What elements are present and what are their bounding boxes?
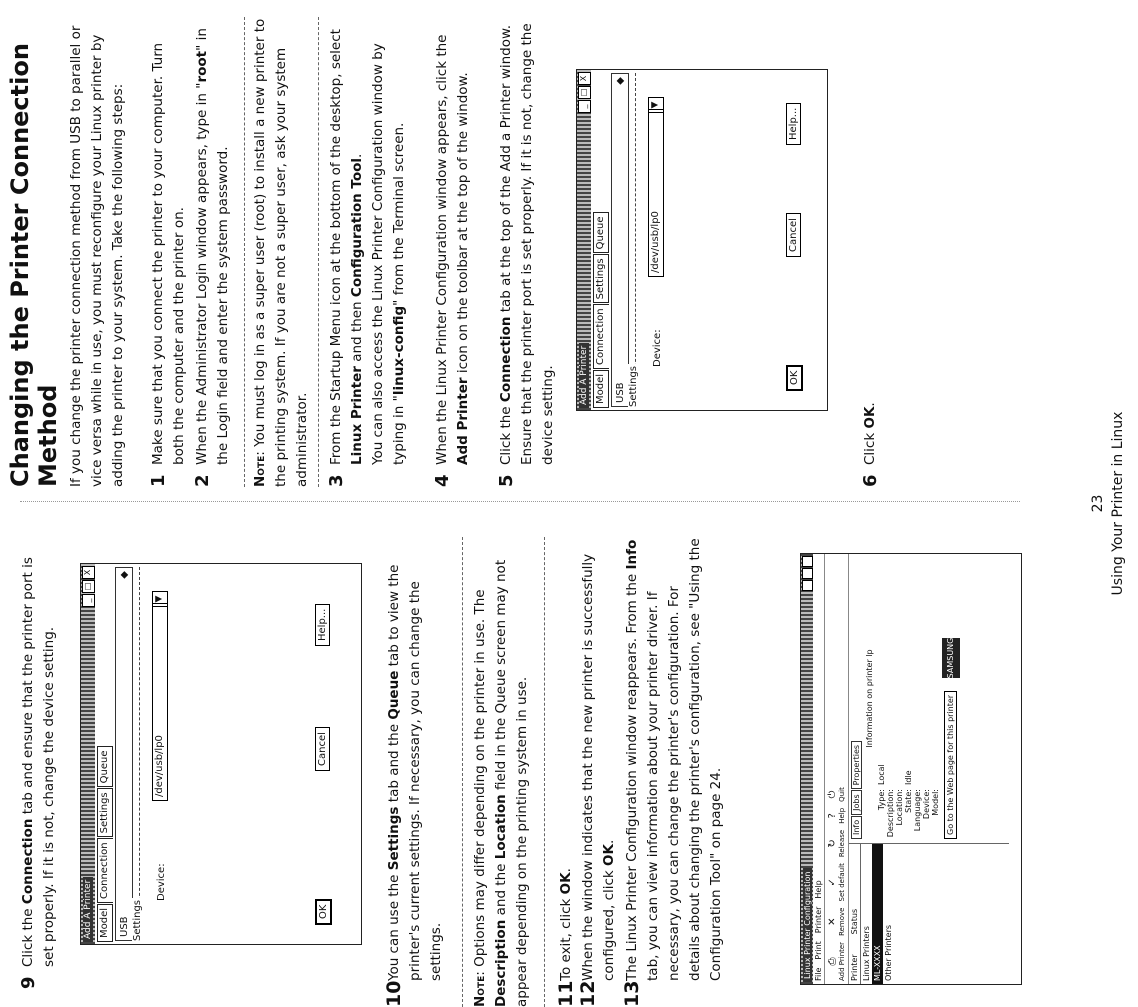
step-number: 6 bbox=[860, 474, 881, 487]
settings-group bbox=[132, 567, 360, 941]
lpc-menubar bbox=[813, 554, 825, 984]
section-heading: Changing the Printer Connection Method bbox=[6, 43, 62, 487]
tab-settings[interactable]: Settings bbox=[97, 788, 113, 837]
column-printer[interactable]: Printer bbox=[850, 954, 859, 981]
info-row: Language: bbox=[913, 789, 922, 832]
tab-model[interactable]: Model bbox=[593, 370, 609, 408]
dialog-titlebar bbox=[577, 70, 591, 410]
note-right: Note: You must log in as a super user (root) to install a new printer to the printing system. If you are not a super user, ask your system administrator. bbox=[252, 18, 310, 487]
minimize-button[interactable]: _ bbox=[82, 594, 95, 607]
maximize-button[interactable]: □ bbox=[578, 86, 591, 99]
info-row: Location: bbox=[895, 789, 904, 826]
left-column bbox=[0, 517, 1138, 1007]
connection-type-value: USB bbox=[118, 916, 130, 937]
printer-list-header bbox=[849, 844, 861, 984]
samsung-logo: SAMSUNG bbox=[942, 638, 960, 678]
menu-file[interactable]: File bbox=[814, 967, 823, 981]
device-input[interactable]: /dev/usb/lp0 bbox=[152, 603, 168, 801]
tab-model[interactable]: Model bbox=[97, 904, 113, 942]
printer-list bbox=[849, 843, 1009, 984]
quit-icon: ⏻ bbox=[827, 790, 838, 799]
remove-button[interactable]: ✕ Remove bbox=[827, 907, 846, 936]
right-column bbox=[0, 0, 1138, 487]
step-number: 10 bbox=[383, 980, 405, 1007]
updown-arrow-icon: ◆ bbox=[614, 77, 626, 85]
quit-button[interactable]: ⏻ Quit bbox=[827, 787, 846, 802]
printer-group[interactable]: Other Printers bbox=[884, 924, 893, 981]
column-divider bbox=[20, 501, 1020, 502]
step-2 bbox=[192, 17, 234, 487]
cancel-button[interactable]: Cancel bbox=[786, 213, 801, 257]
device-dropdown-button[interactable]: ▼ bbox=[648, 97, 664, 113]
step-13 bbox=[622, 537, 727, 1007]
step-number: 3 bbox=[326, 474, 347, 487]
step-number: 11 bbox=[555, 980, 577, 1007]
note-divider-bottom bbox=[544, 537, 545, 1007]
menu-print[interactable]: Print bbox=[814, 941, 823, 960]
updown-arrow-icon: ◆ bbox=[118, 571, 130, 579]
ok-button[interactable]: OK bbox=[315, 899, 332, 925]
step-number: 12 bbox=[577, 980, 599, 1007]
step-text: Click the Connection tab at the top of the Add a Printer window. Ensure that the printer port is set properly. If it is not, change the device setting. bbox=[498, 23, 556, 465]
tab-queue[interactable]: Queue bbox=[97, 747, 113, 788]
remove-icon: ✕ bbox=[827, 917, 838, 926]
help-button[interactable]: ? Help bbox=[827, 807, 846, 824]
info-row: Model: bbox=[931, 789, 940, 816]
step-number: 2 bbox=[192, 474, 213, 487]
close-button[interactable]: X bbox=[578, 72, 591, 85]
step-number: 13 bbox=[621, 980, 643, 1007]
printer-item-selected[interactable]: ML-XXXX bbox=[872, 844, 883, 984]
linux-printer-configuration-window bbox=[800, 553, 1022, 985]
step-6 bbox=[860, 17, 881, 487]
help-button[interactable]: Help... bbox=[786, 103, 801, 145]
printer-group[interactable]: Linux Printers bbox=[862, 926, 871, 981]
step-text: When the Linux Printer Configuration window appears, click the Add Printer icon on the toolbar at the top of the window. bbox=[434, 34, 471, 465]
lpc-body bbox=[849, 554, 1009, 984]
step-number: 1 bbox=[148, 474, 169, 487]
step-number: 9 bbox=[18, 976, 39, 989]
step-text: Click the Connection tab and ensure that the printer port is set properly. If it is not, change the device setting. bbox=[20, 557, 57, 967]
page-number: 23 bbox=[1090, 494, 1106, 513]
lpc-titlebar bbox=[801, 554, 813, 984]
add-printer-icon: ⎙ bbox=[827, 957, 838, 966]
dialog-title: Add A Printer bbox=[579, 343, 589, 408]
minimize-button[interactable]: _ bbox=[578, 100, 591, 113]
note-divider-top bbox=[244, 17, 245, 487]
dialog-tabs bbox=[591, 70, 609, 410]
column-status[interactable]: Status bbox=[850, 908, 859, 935]
set-default-icon: ✓ bbox=[827, 878, 838, 887]
tab-queue[interactable]: Queue bbox=[593, 213, 609, 254]
connection-type-select[interactable] bbox=[611, 73, 629, 407]
info-tabs bbox=[851, 558, 862, 839]
tab-connection[interactable]: Connection bbox=[593, 304, 609, 369]
step-text: When the window indicates that the new printer is successfully configured, click OK. bbox=[580, 553, 617, 981]
dialog-titlebar bbox=[81, 564, 95, 944]
connection-type-select[interactable] bbox=[115, 567, 133, 941]
tab-info[interactable]: Info bbox=[851, 816, 862, 839]
step-5 bbox=[496, 17, 559, 487]
dialog-tabs bbox=[95, 564, 113, 944]
device-input[interactable]: /dev/usb/lp0 bbox=[648, 109, 664, 277]
add-printer-dialog bbox=[576, 69, 828, 411]
settings-label: Settings bbox=[628, 365, 639, 407]
menu-printer[interactable]: Printer bbox=[814, 906, 823, 934]
settings-group bbox=[628, 73, 826, 407]
release-button[interactable]: ↻ Release bbox=[827, 829, 846, 858]
step-text: You can use the Settings tab and the Queue tab to view the printer's current settings. If necessary, you can change the settings. bbox=[386, 564, 444, 981]
intro-paragraph: If you change the printer connection method from USB to parallel or vice versa while in use, you must reconfigure your Linux printer by adding the printer to your system. Take the following steps: bbox=[68, 25, 126, 487]
info-header: Information on printer lp bbox=[865, 649, 874, 748]
close-button[interactable]: X bbox=[82, 566, 95, 579]
device-label: Device: bbox=[652, 329, 663, 367]
tab-settings[interactable]: Settings bbox=[593, 254, 609, 303]
device-dropdown-button[interactable]: ▼ bbox=[152, 591, 168, 607]
running-footer: Using Your Printer in Linux bbox=[1110, 411, 1126, 596]
add-printer-dialog bbox=[80, 563, 362, 945]
tab-properties[interactable]: Properties bbox=[851, 741, 862, 789]
lpc-title: Linux Printer Configuration bbox=[803, 868, 812, 982]
step-1 bbox=[148, 17, 190, 487]
step-11 bbox=[556, 537, 577, 1007]
note-divider-bottom bbox=[318, 17, 319, 487]
step-number: 4 bbox=[432, 474, 453, 487]
lpc-toolbar bbox=[825, 554, 849, 984]
tab-jobs[interactable]: Jobs bbox=[851, 790, 862, 815]
info-row: Device: bbox=[922, 789, 931, 820]
help-button[interactable]: Help... bbox=[315, 604, 330, 646]
step-4 bbox=[432, 17, 474, 487]
dialog-title: Add A Printer bbox=[83, 877, 93, 942]
cancel-button[interactable]: Cancel bbox=[315, 727, 330, 771]
note-left: Note: Options may differ depending on the printer in use. The Description and the Location field in the Queue screen may not appear depending on the printing system in use. bbox=[472, 559, 530, 1007]
set-default-button[interactable]: ✓ Set default bbox=[827, 863, 846, 902]
step-text: From the Startup Menu icon at the bottom of the desktop, select Linux Printer and then Configuration Tool. You can also access the Linux Printer Configuration window by typing in "linux-config" from the Terminal screen. bbox=[328, 29, 407, 465]
note-divider-top bbox=[462, 537, 463, 1007]
info-panel bbox=[849, 554, 1009, 843]
maximize-button[interactable] bbox=[802, 568, 813, 579]
step-text: Make sure that you connect the printer to your computer. Turn both the computer and the printer on. bbox=[150, 42, 187, 465]
step-text: When the Administrator Login window appears, type in "root" in the Login field and enter the system password. bbox=[194, 28, 231, 465]
web-page-button[interactable]: Go to the Web page for this printer bbox=[944, 691, 957, 839]
close-button[interactable] bbox=[802, 556, 813, 567]
info-row: Type: Local bbox=[877, 764, 886, 811]
menu-help[interactable]: Help bbox=[814, 880, 823, 899]
info-row: State: Idle bbox=[904, 770, 913, 813]
info-row: Description: bbox=[886, 789, 895, 838]
step-text: The Linux Printer Configuration window reappears. From the Info tab, you can view information about your printer driver. If necessary, you can change the printer's configuration. For details about changing the printer's configuration, see "Using the Configuration Tool" on page 24. bbox=[624, 538, 724, 981]
maximize-button[interactable]: □ bbox=[82, 580, 95, 593]
device-label: Device: bbox=[156, 863, 167, 901]
release-icon: ↻ bbox=[827, 839, 838, 848]
settings-label: Settings bbox=[132, 899, 143, 941]
minimize-button[interactable] bbox=[802, 580, 813, 591]
step-text: To exit, click OK. bbox=[558, 868, 574, 981]
step-3 bbox=[326, 17, 410, 487]
step-number: 5 bbox=[496, 474, 517, 487]
add-printer-button[interactable]: ⎙ Add Printer bbox=[827, 941, 846, 981]
step-10 bbox=[384, 537, 447, 1007]
step-text: Click OK. bbox=[862, 402, 878, 465]
step-9 bbox=[18, 549, 60, 989]
tab-connection[interactable]: Connection bbox=[97, 838, 113, 903]
step-12 bbox=[578, 537, 620, 1007]
ok-button[interactable]: OK bbox=[786, 365, 803, 391]
help-icon: ? bbox=[827, 813, 838, 819]
connection-type-value: USB bbox=[614, 382, 626, 403]
